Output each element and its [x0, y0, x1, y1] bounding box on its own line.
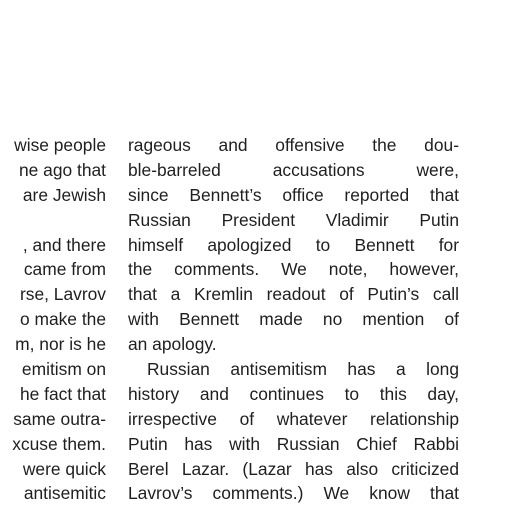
text-line: are Jewish [22, 184, 106, 205]
text-line: ble-barreled accusations were, [128, 159, 459, 180]
text-line: xcuse them. [12, 433, 106, 454]
text-line: ne ago that [18, 159, 106, 180]
text-line: with Bennett made no mention of [128, 309, 459, 330]
text-line: came from [23, 259, 106, 280]
text-line: an apology. [128, 334, 217, 355]
text-line: same outra- [13, 408, 106, 429]
text-line: he fact that [19, 383, 106, 404]
text-line: Lavrov’s comments.) We know that [128, 483, 459, 504]
text-line: , and there [22, 234, 106, 255]
text-line: himself apologized to Bennett for [128, 234, 459, 255]
text-line: were quick [22, 458, 106, 479]
text-line: Berel Lazar. (Lazar has also criticized [128, 458, 459, 479]
text-line: antisemitic [23, 483, 106, 504]
text-line: rse, Lavrov [19, 284, 106, 305]
article-column-left [0, 133, 106, 506]
text-line: rageous and offensive the dou- [128, 135, 459, 155]
text-line: Putin has with Russian Chief Rabbi [128, 433, 459, 454]
text-line: since Bennett’s office reported that [128, 184, 459, 205]
text-line: Russian President Vladimir Putin [128, 209, 459, 230]
text-line: emitism on [21, 359, 106, 380]
text-line [0, 208, 106, 233]
text-line: wise people [14, 135, 106, 155]
text-line: o make the [19, 309, 106, 330]
text-line: history and continues to this day, [128, 383, 459, 404]
text-line: m, nor is he [15, 334, 106, 355]
article-column-right [128, 133, 459, 506]
text-line: that a Kremlin readout of Putin’s call [128, 284, 459, 305]
paragraph-first-line: Russian antisemitism has a long [147, 359, 459, 380]
text-line: irrespective of whatever relationship [128, 408, 459, 429]
text-line: the comments. We note, however, [128, 259, 459, 280]
